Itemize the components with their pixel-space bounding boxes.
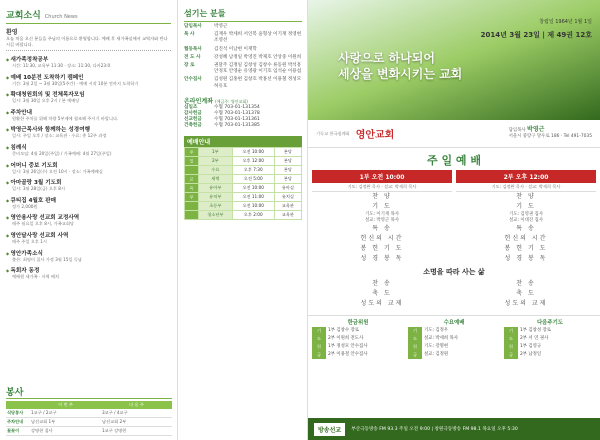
news-item [6, 125, 171, 139]
bottom-tag: 헌 [504, 343, 518, 351]
bottom-value: 설교: 박세희 목사 [424, 336, 458, 341]
schedule-category: 육 [185, 183, 199, 192]
service-after-item: 축 도 [372, 290, 392, 297]
staff-role: 협동목사 [184, 46, 202, 52]
service-order-item: 찬 양 [372, 193, 392, 200]
account-row [184, 123, 302, 129]
bottom-tag: 금 [504, 351, 518, 359]
account-type: 감사헌금 [184, 111, 202, 117]
service-order-item: 특 송 [516, 225, 536, 232]
schedule-row [185, 165, 302, 174]
news-item-detail: 매주 주일 오후 1시 [12, 238, 47, 244]
church-info [308, 120, 600, 148]
schedule-category: 부 [185, 192, 199, 201]
news-item-title: ◆ 어머니 중보 기도회 [6, 161, 171, 169]
serve-cell: 주차안내 [6, 418, 30, 427]
bottom-tag: 헌 [408, 343, 422, 351]
account-number: 수협 703-01-131378 [214, 111, 260, 117]
news-item-title: ◆ 영안용사랑 선교회 교정사역 [6, 213, 171, 221]
welcome-text: 오늘 처음 오신 분들을 주님의 이름으로 환영합니다. 예배 후 새가족실에서 교역자와 만나시길 바랍니다. [6, 36, 171, 51]
staff-names: 김재우 박세희 서인복 윤형상 이기재 정영현 조영선 [214, 32, 302, 44]
worship-after [308, 277, 600, 311]
bottom-row [312, 343, 404, 351]
schedule-time: 오후 7:30 [232, 165, 274, 174]
news-item-detail: 매주 월요일 오후 8시, 가족교회당 [12, 221, 74, 227]
schedule-category: 주 [185, 147, 199, 156]
broadcast-text: 부산극동방송 FM 93.3 주일 오전 9:00 | 창원극동방송 FM 98.1 목요일 오후 5:30 [351, 427, 518, 432]
staff-names: 김진석 이남현 이재학 [214, 46, 257, 52]
schedule-service: 1부 [199, 147, 233, 156]
bottom-tag: 도 [408, 335, 422, 343]
service-leaders: 기도: 김정완 목사 · 설교: 박세희 목사 [312, 183, 452, 192]
service-order-item: 특 송 [372, 225, 392, 232]
bottom-tag: 헌 [312, 343, 326, 351]
service-after-item: 축 도 [516, 290, 536, 297]
news-item-title: ◆ 큐티집 4월호 판매 [6, 196, 171, 204]
news-item [6, 143, 171, 157]
service-leader: 기도: 김영권 집사 [509, 212, 543, 217]
schedule-time: 오전 11:00 [232, 192, 274, 201]
service-order-item: 봉 헌 기 도 [360, 245, 404, 252]
staff-role: 전 도 사 [184, 54, 201, 60]
staff-role: 안수집사 [184, 77, 202, 83]
bottom-tag: 도 [312, 335, 326, 343]
news-item-detail: 원활한 주차를 위해 차량 5부제에 협조해 주시기 바랍니다. [12, 115, 119, 121]
bottom-row [504, 327, 596, 335]
bottom-column [504, 318, 596, 359]
account-number: 수협 703-01-131385 [214, 123, 260, 129]
banner [308, 0, 600, 120]
service-after-item: 찬 송 [516, 280, 536, 287]
news-item [6, 90, 171, 104]
schedule-row [185, 183, 302, 192]
news-item-detail: 예배원 새가족 · 사역 배치 [12, 274, 60, 280]
news-item-detail: 시간: 11:30, 교육부 11:30 · 장소: 11:30, 다카23:0 [12, 63, 111, 68]
schedule-service: 수요 [199, 165, 233, 174]
bottom-column-title: 한금위원 [347, 320, 369, 326]
news-item-title: ◆ 예배 10분전 도착하기 캠페인 [6, 73, 171, 81]
news-title: 교회소식 [6, 11, 41, 21]
bottom-column [408, 318, 500, 359]
bottom-value: 2부 이원희 전도사 [328, 336, 364, 341]
service-after-column [312, 279, 452, 309]
schedule-place: 교육관 [274, 201, 301, 210]
news-item [6, 178, 171, 192]
news-item-detail: 기간: 3월 2일 ~ 3월 30일(5주간) · 예배 시작 10분 전까지 도착하기 [12, 80, 139, 86]
service-after-item: 찬 송 [372, 280, 392, 287]
serve-row [6, 427, 172, 436]
bottom-value: 2부 이용철 안수집사 [328, 352, 368, 357]
bottom-tag: 금 [408, 351, 422, 359]
serve-cell: 3교구 / 4교구 [101, 409, 172, 418]
schedule-row [185, 210, 302, 219]
staff-role: 담임목사 [184, 24, 202, 29]
schedule-time: 오후 12:00 [232, 156, 274, 165]
bottom-value: 기도: 김정우 [424, 328, 449, 333]
schedule-time: 오전 10:00 [232, 183, 274, 192]
news-item-detail: 일시: 3월 26일(수) 오전 10시 · 장소: 가족예배실 [12, 168, 103, 174]
bottom-row [312, 335, 404, 343]
bottom-tag: 도 [504, 335, 518, 343]
schedule-row [185, 192, 302, 201]
schedule-place: 유치실 [274, 192, 301, 201]
news-item-title: ◆ 확대청원회의 및 전체목자모임 [6, 90, 171, 98]
schedule-place: 본당 [274, 147, 301, 156]
bottom-row [408, 351, 500, 359]
bottom-value: 1부 김창수 장로 [328, 328, 360, 333]
bottom-row [504, 351, 596, 359]
schedule-time: 오전 10:00 [232, 147, 274, 156]
news-item-title: ◆ 독회자 동정 [6, 266, 171, 274]
serve-header: 이 번 주 [30, 401, 101, 409]
news-item-title: ◆ 영안가족소식 [6, 249, 171, 257]
schedule-place: 본당 [274, 156, 301, 165]
news-column [0, 0, 178, 440]
staff-row [184, 32, 302, 44]
staff-names: 강성혜 남정일 박영진 박제호 안상중 이원희 [214, 54, 302, 60]
service-order-item: 기 도 [516, 203, 536, 210]
news-item [6, 55, 171, 69]
news-item [6, 266, 171, 280]
schedule-service: 초등부 [199, 201, 233, 210]
news-item-title: ◆ 새가족정착공부 [6, 55, 171, 63]
bottom-row [408, 343, 500, 351]
service-column [312, 170, 452, 264]
bottom-row [504, 343, 596, 351]
news-item [6, 196, 171, 210]
news-header [6, 8, 171, 24]
schedule-row [185, 201, 302, 210]
staff-role: 장 로 [184, 63, 195, 69]
bottom-row [312, 327, 404, 335]
schedule-service: 새벽 [199, 174, 233, 183]
sermon-title: 소명을 따라 사는 삶 [423, 268, 485, 276]
schedule-title: 예배안내 [184, 136, 302, 147]
service-order-item: 헌신의 시간 [504, 235, 548, 242]
schedule-category [185, 165, 199, 174]
welcome-title: 환영 [6, 29, 18, 36]
service-after-item: 성도의 교제 [360, 300, 404, 307]
schedule-category: 교 [185, 174, 199, 183]
schedule-service: 유치부 [199, 192, 233, 201]
staff-list [184, 24, 302, 90]
pastor-info: 담임목사 박영근 서울시 중랑구 망우로 186 · Tel 491-7035 [508, 126, 592, 139]
news-item-detail: 정가 2,000원 [12, 203, 38, 209]
serve-row [6, 409, 172, 418]
serve-cell: 남선교회 1부 [30, 418, 101, 427]
founding-date: 창립일 1964년 1월 1일 [539, 19, 592, 25]
service-order-item: 기 도 [372, 203, 392, 210]
bottom-row [408, 335, 500, 343]
account-type: 선교헌금 [184, 117, 202, 123]
serve-row [6, 418, 172, 427]
news-item [6, 213, 171, 227]
service-order-item: 찬 양 [516, 193, 536, 200]
slogan: 사랑으로 하나되어 세상을 변화시키는 교회 [338, 51, 463, 81]
news-item-title: ◆ 영안달사랑 선교회 사역 [6, 231, 171, 239]
staff-row [184, 63, 302, 75]
schedule-row [185, 156, 302, 165]
account-number: 수협 703-01-131354 [214, 104, 260, 110]
news-item-detail: 준비모임: 4월 20일(주일) / 가족예배: 4월 27일(주일) [12, 150, 112, 156]
bottom-row [504, 335, 596, 343]
broadcast-tag: 방송선교 [314, 423, 345, 436]
schedule-time: 오전 10:00 [232, 201, 274, 210]
news-item-title: ◆ 침례식 [6, 143, 171, 151]
bottom-value: 1부 김창성 장로 [520, 328, 552, 333]
serve-cell: 강명현 집사 [30, 427, 101, 436]
service-header: 2부 오후 12:00 [456, 170, 596, 183]
bottom-row [312, 351, 404, 359]
service-order-item: 성 경 봉 독 [504, 255, 548, 262]
bottom-value: 기도: 강명현 [424, 344, 449, 349]
worship-title: 주 일 예 배 [427, 154, 481, 167]
bottom-value: 1부 김영규 [520, 344, 542, 349]
service-after-item: 성도의 교제 [504, 300, 548, 307]
service-after-column [456, 279, 596, 309]
schedule-place: 본당 [274, 174, 301, 183]
schedule-time: 오후 2:00 [232, 210, 274, 219]
bottom-value: 2부 남정일 [520, 352, 542, 357]
account-number: 수협 703-01-131361 [214, 117, 260, 123]
service-leader: 설교: 박영근 목사 [365, 218, 399, 223]
bottom-value: 2부 서 연 권사 [520, 336, 549, 341]
account-type: 십일조 [184, 104, 198, 110]
staff-names: 권달주 김정일 김창성 김창수 류동원 박석흥 안경호 안영순 유영광 이기호 임석순 이용섭 [214, 63, 302, 75]
staff-row [184, 55, 302, 61]
worship-services [308, 168, 600, 266]
schedule-category [185, 210, 199, 219]
serve-cell: 1교구 강명현 [101, 427, 172, 436]
news-item [6, 231, 171, 245]
news-item-title: ◆ 주차안내 [6, 108, 171, 116]
service-order-item: 헌신의 시간 [360, 235, 404, 242]
news-item-title: ◆ 박영근목사와 함께하는 성경여행 [6, 125, 171, 133]
schedule-service: 2부 [199, 156, 233, 165]
bottom-row [408, 327, 500, 335]
serve-header [6, 401, 30, 409]
schedule-time: 오전 5:00 [232, 174, 274, 183]
bottom-column-title: 다음주기도 [536, 320, 564, 326]
bottom-column [312, 318, 404, 359]
schedule-place: 교육관 [274, 210, 301, 219]
news-item-detail: 일시: 3월 28일(금) 오후 8시 [12, 186, 66, 192]
bottom-tag: 기 [312, 327, 326, 335]
bottom-tag: 기 [408, 327, 422, 335]
schedule-row [185, 174, 302, 183]
schedule-service: 유아부 [199, 183, 233, 192]
broadcast-footer [308, 418, 600, 440]
service-order-item: 봉 헌 기 도 [504, 245, 548, 252]
service-leader: 설교: 이대진 집사 [509, 218, 543, 223]
issue-date: 2014년 3월 23일 | 제 49권 12호 [480, 31, 592, 39]
schedule-place: 유아실 [274, 183, 301, 192]
serve-cell: 꽃꽂이 [6, 427, 30, 436]
news-item-detail: 출산: 최영미 집사 가정 3월 15일 득남 [12, 256, 82, 262]
staff-row [184, 77, 302, 89]
news-title-en: Church News [44, 14, 78, 20]
news-item [6, 161, 171, 175]
news-item [6, 108, 171, 122]
serve-header: 다 음 주 [101, 401, 172, 409]
denomination: 기독교 한국침례회 [316, 130, 350, 136]
news-item-title: ◆ 아마골랑 3월 기도회 [6, 178, 171, 186]
serve-cell: 1교구 / 2교구 [30, 409, 101, 418]
serve-table [6, 401, 172, 436]
account-type: 건축헌금 [184, 123, 202, 129]
online-list [184, 105, 302, 130]
staff-row [184, 24, 302, 30]
staff-names: 박영근 [214, 24, 228, 29]
serve-section [6, 385, 172, 436]
serve-cell: 식당봉사 [6, 409, 30, 418]
bottom-tag: 기 [504, 327, 518, 335]
bottom-column-title: 수요예배 [443, 320, 465, 326]
schedule-row [185, 147, 302, 156]
service-column [456, 170, 596, 264]
church-logo: 영안교회 [355, 130, 395, 141]
online-title: 온라인계좌 (예금주: 영안교회) [184, 97, 248, 105]
schedule-service: 청소년부 [199, 210, 233, 219]
serve-cell: 남선교회 2부 [101, 418, 172, 427]
bottom-value: 설교: 김정원 [424, 352, 449, 357]
news-list [6, 55, 171, 280]
service-order-item: 성 경 봉 독 [360, 255, 404, 262]
bottom-tag: 금 [312, 351, 326, 359]
news-item-detail: 일시: 3월 30일 오후 2시 / 본 예배당 [12, 98, 80, 104]
bottom-schedule [308, 315, 600, 361]
staff-row [184, 47, 302, 53]
serve-title: 봉사 [6, 385, 172, 399]
schedule-table-wrap [184, 147, 302, 220]
news-item [6, 249, 171, 263]
staff-names: 김성원 김홍현 김창호 박홍선 이용철 정성모 허유호 [214, 77, 302, 89]
staff-column [178, 0, 308, 440]
news-item-detail: 일시: 주일 오후 / 장소: 교육관 · 수료: 총 12주 과정 [12, 133, 107, 139]
main-column [308, 0, 600, 440]
schedule-category: 일 [185, 156, 199, 165]
staff-role: 목 사 [184, 32, 195, 38]
schedule-category [185, 201, 199, 210]
service-leader: 기도: 이기재 목사 [365, 212, 399, 217]
schedule-place: 본당 [274, 165, 301, 174]
news-item [6, 73, 171, 87]
staff-title: 섬기는 분들 [184, 8, 302, 22]
bottom-value: 1부 정성모 안수집사 [328, 344, 368, 349]
service-header: 1부 오전 10:00 [312, 170, 452, 183]
service-leaders: 기도: 김정완 목사 · 설교: 박세희 목사 [456, 183, 596, 192]
